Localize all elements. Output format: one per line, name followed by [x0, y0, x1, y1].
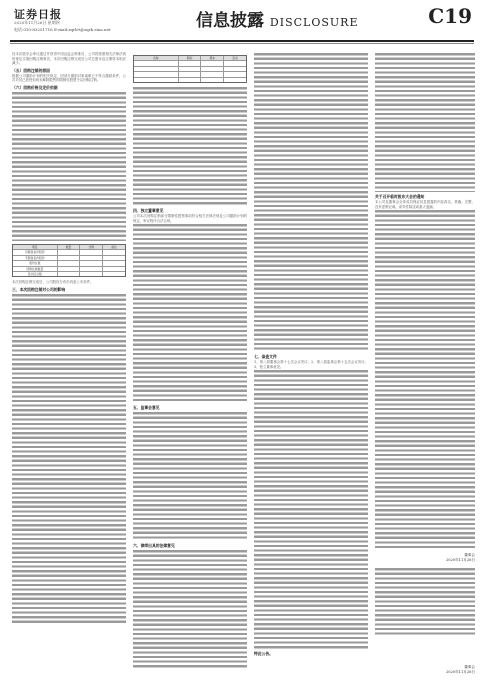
section-title-cn: 信息披露 — [196, 11, 264, 31]
table-cell — [102, 250, 125, 254]
body-paragraph: 1、第八届董事会第十七次会议决议；2、第八届监事会第十五次会议决议；3、独立董事意见。 — [254, 360, 368, 369]
table-cell — [223, 67, 246, 71]
table-row — [13, 271, 125, 276]
table-cell: 回购注销数量 — [26, 266, 44, 271]
table-header-cell: 备注 — [102, 245, 125, 249]
table-cell — [57, 272, 80, 276]
page-masthead — [0, 0, 484, 46]
text-block — [133, 549, 247, 669]
body-paragraph: 公司本次回购注销部分限制性股票事项符合相关法律法规及公司激励计划的规定，审议程序合法合规。 — [133, 213, 247, 223]
table-row — [13, 255, 125, 260]
table-header-cell: 比例 — [79, 245, 102, 249]
table-cell — [178, 61, 201, 65]
table-cell — [57, 261, 80, 265]
table-cell — [79, 261, 102, 265]
table-cell — [79, 272, 102, 276]
text-block — [375, 567, 475, 637]
page-number: C19 — [428, 4, 472, 28]
header-rule — [10, 40, 474, 42]
footer-company: 董事会 — [464, 665, 475, 669]
section-title-en: DISCLOSURE — [269, 16, 359, 29]
data-table — [133, 55, 247, 83]
header-rule-thin — [10, 43, 474, 44]
text-block — [133, 223, 247, 403]
table-cell — [79, 250, 102, 254]
body-paragraph: 本公司及董事会全体成员保证信息披露的内容真实、准确、完整，没有虚假记载、误导性陈述或重大遗漏。 — [375, 200, 475, 209]
table-cell — [178, 67, 201, 71]
date-line: 2020年11月26日 星期四 — [14, 20, 60, 25]
column-3 — [254, 52, 368, 682]
section-title — [196, 6, 358, 31]
column-1 — [12, 52, 126, 682]
table-header-cell: 名称 — [152, 56, 159, 60]
text-block — [375, 52, 475, 192]
table-row — [134, 71, 246, 76]
table-cell — [102, 261, 125, 265]
text-block — [12, 293, 126, 623]
text-block — [254, 369, 368, 649]
table-header-cell: 变动 — [223, 56, 246, 60]
table-row — [134, 77, 246, 82]
table-cell: 有限售条件股份 — [25, 250, 45, 255]
table-cell — [200, 72, 223, 76]
body-paragraph: 本次回购注销完成后，公司股权分布仍具备上市条件。 — [12, 280, 94, 285]
table-cell — [57, 256, 80, 260]
page-footer — [375, 665, 475, 675]
body-paragraph: 经本次股东会审议通过并获得中国证监会核准后，公司将按照相关法律法规的规定实施回购注销事宜，本次回购注销完成后公司总股本及注册资本相应减少。 — [12, 52, 126, 66]
table-header-cell: 期初 — [178, 56, 201, 60]
column-4 — [375, 52, 475, 682]
section-heading: 三、本次回购注销对公司的影响 — [12, 286, 66, 292]
text-block — [254, 52, 368, 352]
table-cell — [102, 272, 125, 276]
text-block — [133, 86, 247, 206]
table-cell — [57, 250, 80, 254]
table-row — [134, 60, 246, 65]
table-cell — [102, 267, 125, 271]
table-header-cell: 数量 — [57, 245, 80, 249]
table-cell — [200, 78, 223, 82]
text-block — [133, 411, 247, 541]
section-heading: 五、监事会意见 — [133, 405, 160, 411]
phone-line: 电话:010-83251716 E-mail:zqrb9@zqrb.sina.net — [14, 27, 111, 32]
table-cell: 无限售条件股份 — [25, 255, 45, 260]
table-cell — [178, 72, 201, 76]
table-cell — [134, 72, 178, 76]
section-heading: （五）回购注销的原因 — [12, 67, 50, 73]
table-header-cell: 项目 — [31, 244, 38, 249]
table-cell: 股份总数 — [29, 261, 41, 266]
newspaper-logo: 证券日报 — [14, 8, 62, 21]
table-cell — [134, 61, 178, 65]
table-cell — [200, 61, 223, 65]
signature-date: 2020年11月26日 — [445, 558, 475, 563]
table-cell — [57, 267, 80, 271]
section-heading: 关于召开临时股东大会的通知 — [375, 194, 425, 199]
signature-company: 董事会 — [464, 553, 475, 558]
table-row — [13, 260, 125, 265]
table-cell — [200, 67, 223, 71]
table-cell — [223, 61, 246, 65]
table-row — [13, 266, 125, 271]
table-cell — [223, 78, 246, 82]
section-heading: 四、独立董事意见 — [133, 207, 164, 213]
table-header-row — [134, 56, 246, 60]
section-heading: 特此公告。 — [254, 651, 273, 657]
column-2 — [133, 52, 247, 682]
body-paragraph: 根据公司激励计划的相关规定，因部分激励对象离职已不符合激励条件，公司对其已获授但尚未解除限售的限制性股票予以回购注销。 — [12, 73, 126, 83]
table-cell — [134, 67, 178, 71]
table-cell — [223, 72, 246, 76]
table-header-cell: 期末 — [200, 56, 223, 60]
section-heading: 七、备查文件 — [254, 354, 277, 359]
text-block — [375, 209, 475, 549]
share-change-table — [12, 244, 126, 277]
table-header-row — [13, 245, 125, 249]
table-cell — [79, 256, 102, 260]
section-heading: 六、律师出具的法律意见 — [133, 543, 175, 549]
text-block — [12, 91, 126, 241]
table-row — [13, 249, 125, 254]
table-cell — [178, 78, 201, 82]
table-cell — [134, 78, 178, 82]
table-cell: 变动后总数 — [27, 271, 42, 276]
table-cell — [79, 267, 102, 271]
table-row — [134, 66, 246, 71]
footer-date: 2020年11月26日 — [445, 670, 475, 674]
section-heading: （六）回购价格及定价依据 — [12, 84, 58, 90]
table-cell — [102, 256, 125, 260]
